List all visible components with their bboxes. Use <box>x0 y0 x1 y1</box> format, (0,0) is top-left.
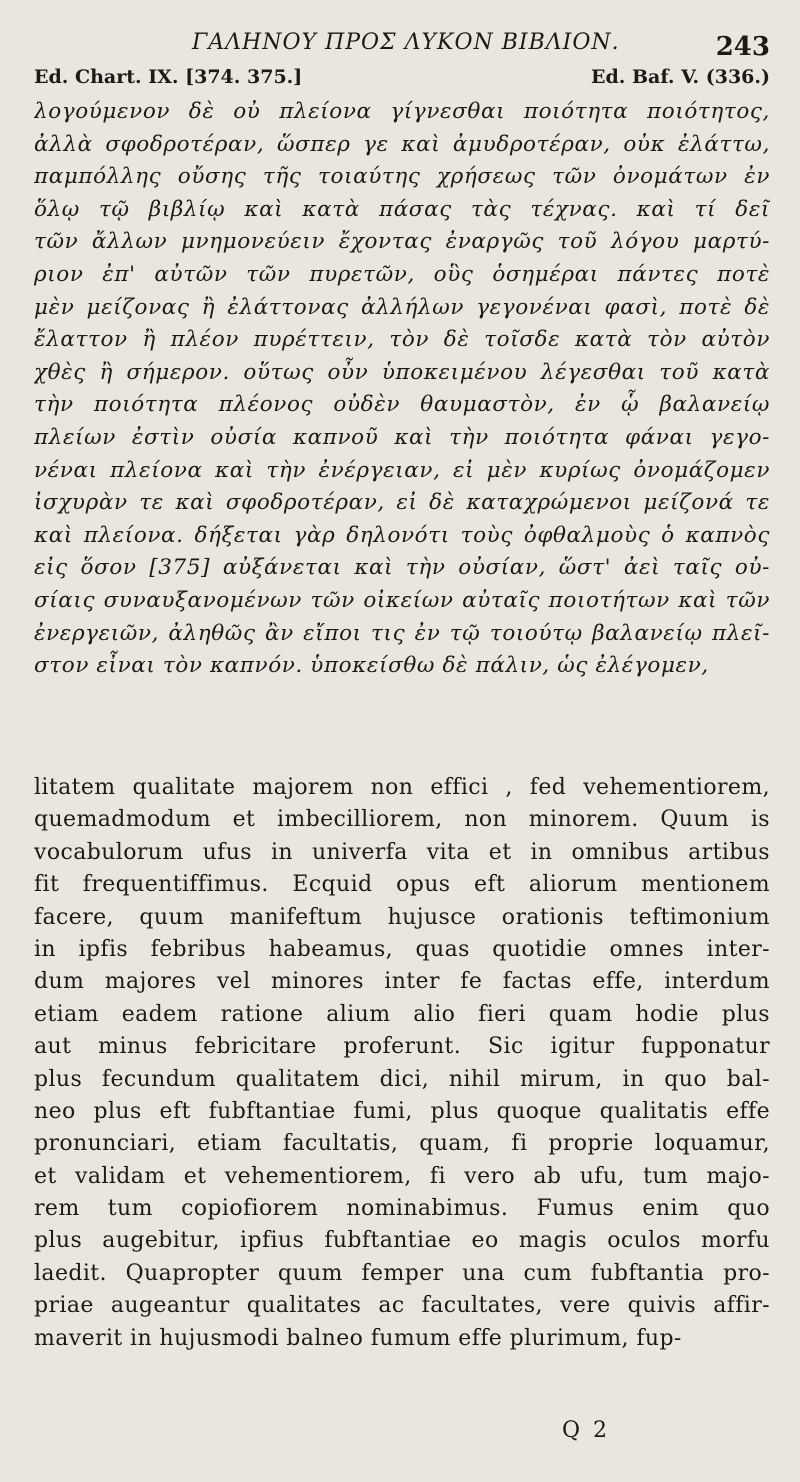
latin-text-line: quemadmodum et imbecilliorem, non minorem. Quum is <box>34 807 770 833</box>
greek-text-line: νέναι πλείονα καὶ τὴν ἐνέργειαν, εἰ μὲν κυρίως ὀνομάζομεν <box>34 457 770 483</box>
edition-ref-chartier: Ed. Chart. IX. [374. 375.] <box>34 66 303 88</box>
latin-text-line: priae augeantur qualitates ac facultates, vere quivis affir- <box>34 1293 770 1319</box>
latin-text-line: litatem qualitate majorem non effici , fed vehementiorem, <box>34 775 770 800</box>
latin-text-line: vocabulorum ufus in univerfa vita et in omnibus artibus <box>34 839 770 865</box>
greek-text-line: πλείων ἐστὶν οὐσία καπνοῦ καὶ τὴν ποιότητα φάναι γεγο- <box>34 424 770 450</box>
latin-text-line: maverit in hujusmodi balneo fumum effe plurimum, fup- <box>34 1325 682 1351</box>
latin-text-line: in ipfis febribus habeamus, quas quotidie omnes inter- <box>34 936 770 962</box>
running-head <box>34 28 770 62</box>
latin-text-line: fit frequentiffimus. Ecquid opus eft aliorum mentionem <box>34 872 770 898</box>
greek-text-line: σίαις συναυξανομένων τῶν οἰκείων αὐταῖς ποιοτήτων καὶ τῶν <box>34 587 770 613</box>
latin-text-line: dum majores vel minores inter fe factas effe, interdum <box>34 969 770 995</box>
greek-text-line: χθὲς ἢ σήμερον. οὕτως οὖν ὑποκειμένου λέγεσθαι τοῦ κατὰ <box>34 359 770 385</box>
latin-text-line: neo plus eft fubftantiae fumi, plus quoque qualitatis effe <box>34 1098 770 1124</box>
greek-text-line: ἰσχυρὰν τε καὶ σφοδροτέραν, εἰ δὲ καταχρώμενοι μείζονά τε <box>34 490 770 516</box>
latin-text-line: laedit. Quapropter quum femper una cum fubftantia pro- <box>34 1260 770 1286</box>
latin-text-line: et validam et vehementiorem, fi vero ab ufu, tum majo- <box>34 1163 770 1189</box>
latin-text-line: pronunciari, etiam facultatis, quam, fi proprie loquamur, <box>34 1131 770 1157</box>
greek-text-line: μὲν μείζονας ἢ ἐλάττονας ἀλλήλων γεγονέναι φασὶ, ποτὲ δὲ <box>34 294 770 320</box>
greek-text-line: ὅλῳ τῷ βιβλίῳ καὶ κατὰ πάσας τὰς τέχνας. καὶ τί δεῖ <box>34 196 770 222</box>
page-number: 243 <box>715 32 770 62</box>
latin-text-line: facere, quum manifeftum hujusce orationis teftimonium <box>34 904 770 930</box>
latin-text-line: plus augebitur, ipfius fubftantiae eo magis oculos morfu <box>34 1228 770 1254</box>
latin-text-line: aut minus febricitare proferunt. Sic igitur fupponatur <box>34 1034 770 1060</box>
latin-text-line: plus fecundum qualitatem dici, nihil mirum, in quo bal- <box>34 1066 770 1092</box>
greek-text-line: εἰς ὅσον [375] αὐξάνεται καὶ τὴν οὐσίαν, ὥστ' ἀεὶ ταῖς οὐ- <box>34 555 770 581</box>
edition-ref-basel: Ed. Baf. V. (336.) <box>591 66 770 88</box>
latin-text-line: rem tum copiofiorem nominabimus. Fumus enim quo <box>34 1196 770 1222</box>
greek-text-line: ἐνεργειῶν, ἀληθῶς ἂν εἴποι τις ἐν τῷ τοιούτῳ βαλανείῳ πλεῖ- <box>34 620 770 646</box>
running-title: ΓΑΛΗΝΟΥ ΠΡΟΣ ΛΥΚΟΝ ΒΙΒΛΙΟΝ. <box>192 30 620 55</box>
signature-mark: Q 2 <box>562 1418 611 1443</box>
latin-text-line: etiam eadem ratione alium alio fieri quam hodie plus <box>34 1001 770 1027</box>
latin-text-block <box>34 772 770 1355</box>
greek-text-line: τῶν ἄλλων μνημονεύειν ἔχοντας ἐναργῶς τοῦ λόγου μαρτύ- <box>34 229 770 255</box>
edition-references <box>34 66 770 94</box>
greek-text-line: ἀλλὰ σφοδροτέραν, ὥσπερ γε καὶ ἀμυδροτέραν, οὐκ ἐλάττω, <box>34 131 770 157</box>
greek-text-line: ἔλαττον ἢ πλέον πυρέττειν, τὸν δὲ τοῖσδε κατὰ τὸν αὐτὸν <box>34 327 770 353</box>
greek-text-line: τὴν ποιότητα πλέονος οὐδὲν θαυμαστὸν, ἐν ᾧ βαλανείῳ <box>34 392 770 418</box>
greek-text-block <box>34 96 770 683</box>
greek-text-line: στον εἶναι τὸν καπνόν. ὑποκείσθω δὲ πάλιν, ὡς ἐλέγομεν, <box>34 653 709 679</box>
greek-text-line: ριον ἐπ' αὐτῶν τῶν πυρετῶν, οὓς ὁσημέραι πάντες ποτὲ <box>34 261 770 287</box>
greek-text-line: παμπόλλης οὔσης τῆς τοιαύτης χρήσεως τῶν ὀνομάτων ἐν <box>34 164 770 190</box>
greek-text-line: λογούμενον δὲ οὐ πλείονα γίγνεσθαι ποιότητα ποιότητος, <box>34 99 770 124</box>
greek-text-line: καὶ πλείονα. δήξεται γὰρ δηλονότι τοὺς ὀφθαλμοὺς ὁ καπνὸς <box>34 522 770 548</box>
